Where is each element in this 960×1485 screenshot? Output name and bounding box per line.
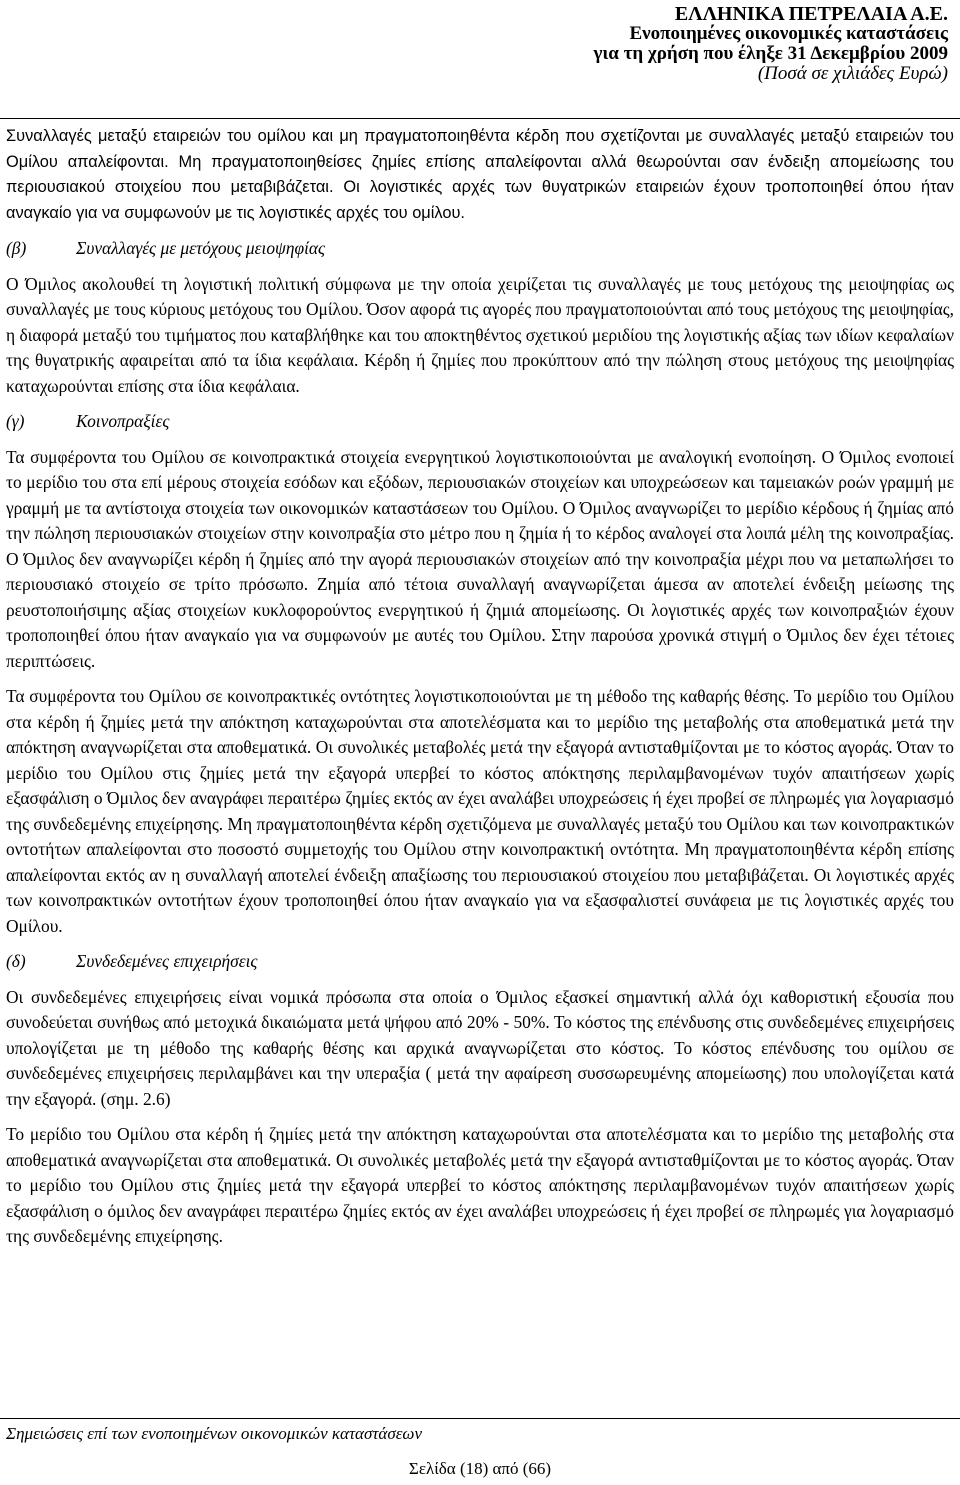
document-body — [6, 124, 954, 1250]
intro-paragraph: Συναλλαγές μεταξύ εταιρειών του ομίλου και μη πραγματοποιηθέντα κέρδη που σχετίζονται με συναλλαγές μεταξύ εταιρειών του Ομίλου απαλείφονται. Μη πραγματοποιηθείσες ζημίες επίσης απαλείφονται αλλά θεωρούνται σαν ένδειξη απομείωσης του περιουσιακού στοιχείου που μεταβιβάζεται. Οι λογιστικές αρχές των θυγατρικών εταιρειών έχουν τροποποιηθεί όπου ήταν αναγκαίο για να συμφωνούν με τις λογιστικές αρχές του ομίλου. — [6, 127, 954, 222]
section-d-paragraph-1: Οι συνδεδεμένες επιχειρήσεις είναι νομικά πρόσωπα στα οποία ο Όμιλος εξασκεί σημαντική αλλά όχι καθοριστική εξουσία που συνοδεύεται συνήθως από μετοχικά δικαιώματα μετά ψήφου από 20% - 50%. Το κόστος της επένδυσης στις συνδεδεμένες επιχειρήσεις υπολογίζεται με τη μέθοδο της καθαρής θέσης και αρχικά αναγνωρίζεται στο κόστος. Το κόστος επένδυσης του ομίλου σε συνδεδεμένες επιχειρήσεις περιλαμβάνει και την υπεραξία ( μετά την αφαίρεση συσσωρευμένης απομείωσης) που υπολογίζεται κατά την εξαγορά. (σημ. 2.6) — [6, 986, 954, 1109]
statements-title: Ενοποιημένες οικονομικές καταστάσεις — [629, 23, 948, 44]
company-name: ΕΛΛΗΝΙΚΑ ΠΕΤΡΕΛΑΙΑ Α.Ε. — [674, 3, 948, 25]
section-d-title: Συνδεδεμένες επιχειρήσεις — [76, 951, 258, 971]
section-c-paragraph-2: Τα συμφέροντα του Ομίλου σε κοινοπρακτικές οντότητες λογιστικοποιούνται με τη μέθοδο της καθαρής θέσης. Το μερίδιο του Ομίλου στα κέρδη ή ζημίες μετά την απόκτηση καταχωρούνται στα αποτελέσματα και το μερίδιο της μεταβολής στα αποθεματικά μετά την απόκτηση αναγνωρίζεται στα αποθεματικά. Οι συνολικές μεταβολές μετά την εξαγορά αντισταθμίζονται με το κόστος αγοράς. Όταν το μερίδιο του Ομίλου στις ζημίες μετά την εξαγορά υπερβεί το κόστος απόκτησης περιλαμβανομένων τυχόν απαιτήσεων χωρίς εξασφάλιση ο Όμιλος δεν αναγράφει περαιτέρω ζημίες εκτός αν έχει αναλάβει υποχρεώσεις ή έχει προβεί σε πληρωμές για λογαριασμό της συνδεδεμένης επιχείρησης. Μη πραγματοποιηθέντα κέρδη σχετιζόμενα με συναλλαγές μεταξύ του Ομίλου και των κοινοπρακτικών οντοτήτων απαλείφονται στο ποσοστό συμμετοχής του Ομίλου στην κοινοπρακτική οντότητα. Μη πραγματοποιηθέντα κέρδη επίσης απαλείφονται εκτός αν η συναλλαγή αποτελεί ένδειξη απαξίωσης του περιουσιακού στοιχείου που μεταβιβάζεται. Οι λογιστικές αρχές των κοινοπρακτικών οντοτήτων έχουν τροποποιηθεί όπου ήταν αναγκαίο για να εξασφαλιστεί συνάφεια με τις λογιστικές αρχές του Ομίλου. — [6, 686, 954, 936]
period-title: για τη χρήση που έληξε 31 Δεκεμβρίου 2009 — [593, 43, 948, 64]
page-number: Σελίδα (18) από (66) — [408, 1459, 552, 1478]
section-c-paragraph-1: Τα συμφέροντα του Ομίλου σε κοινοπρακτικά στοιχεία ενεργητικού λογιστικοποιούνται με αναλογική ενοποίηση. Ο Όμιλος ενοποιεί το μερίδιο του στα επί μέρους στοιχεία εσόδων και εξόδων, περιουσιακών στοιχείων και υποχρεώσεων και ταμειακών ροών γραμμή με γραμμή με τα αντίστοιχα στοιχεία των οικονομικών καταστάσεων του Ομίλου. Ο Όμιλος αναγνωρίζει το μερίδιο κέρδους ή ζημίας από την πώληση περιουσιακών στοιχείων στην κοινοπραξία στο μέτρο που η ζημία ή το κέρδος αναλογεί στα λοιπά μέλη της κοινοπραξίας. Ο Όμιλος δεν αναγνωρίζει κέρδη ή ζημίες από την αγορά περιουσιακών στοιχείων από την κοινοπραξία μέχρι που να μεταπωλήσει το περιουσιακό στοιχείο σε τρίτο πρόσωπο. Ζημία από τέτοια συναλλαγή αναγνωρίζεται άμεσα αν αποτελεί ένδειξη μείωσης της ρευστοποιήσιμης αξίας στοιχείων κυκλοφορούντος ενεργητικού ή ζημιά απομείωσης. Οι λογιστικές αρχές των κοινοπραξιών έχουν τροποποιηθεί όπου ήταν αναγκαίο για να συμφωνούν με αυτές του Ομίλου. Στην παρούσα χρονικά στιγμή ο Όμιλος δεν έχει τέτοιες περιπτώσεις. — [6, 446, 954, 671]
section-b-number: (β) — [6, 238, 27, 258]
currency-note: (Ποσά σε χιλιάδες Ευρώ) — [757, 63, 948, 84]
section-d-paragraph-2: Το μερίδιο του Ομίλου στα κέρδη ή ζημίες μετά την απόκτηση καταχωρούνται στα αποτελέσματα και το μερίδιο της μεταβολής στα αποθεματικά αναγνωρίζεται στα αποθεματικά. Οι συνολικές μεταβολές μετά την εξαγορά αντισταθμίζονται με το κόστος αγοράς. Όταν το μερίδιο του Ομίλου στις ζημίες μετά την εξαγορά υπερβεί το κόστος απόκτησης περιλαμβανομένων τυχόν απαιτήσεων χωρίς εξασφάλιση ο όμιλος δεν αναγράφει περαιτέρω ζημίες εκτός αν έχει αναλάβει υποχρεώσεις ή έχει προβεί σε πληρωμές για λογαριασμό της συνδεδεμένης επιχείρησης. — [6, 1124, 954, 1246]
section-b-heading — [6, 236, 954, 262]
header-divider — [0, 118, 960, 119]
section-c-number: (γ) — [6, 411, 25, 431]
section-c-title: Κοινοπραξίες — [76, 411, 170, 431]
footer-divider — [0, 1418, 960, 1419]
section-b-paragraph: Ο Όμιλος ακολουθεί τη λογιστική πολιτική σύμφωνα με την οποία χειρίζεται τις συναλλαγές με τους μετόχους της μειοψηφίας ως συναλλαγές με τους κύριους μετόχους του Ομίλου. Όσον αφορά τις αγορές που πραγματοποιούνται από τους μετόχους της μειοψηφίας, η διαφορά μεταξύ του τιμήματος που καταβλήθηκε και του αποκτηθέντος σχετικού μεριδίου της λογιστικής αξίας των ιδίων κεφαλαίων της θυγατρικής αφαιρείται από τα ίδια κεφάλαια. Κέρδη ή ζημίες που προκύπτουν από την πώληση στους μετόχους της μειοψηφίας καταχωρούνται επίσης στα ίδια κεφάλαια. — [6, 273, 954, 396]
section-d-number: (δ) — [6, 951, 26, 971]
section-c-heading — [6, 409, 954, 435]
page-header — [594, 4, 949, 84]
section-b-title: Συναλλαγές με μετόχους μειοψηφίας — [76, 238, 326, 258]
footer-note: Σημειώσεις επί των ενοποιημένων οικονομικών καταστάσεων — [6, 1424, 422, 1443]
section-d-heading — [6, 949, 954, 975]
